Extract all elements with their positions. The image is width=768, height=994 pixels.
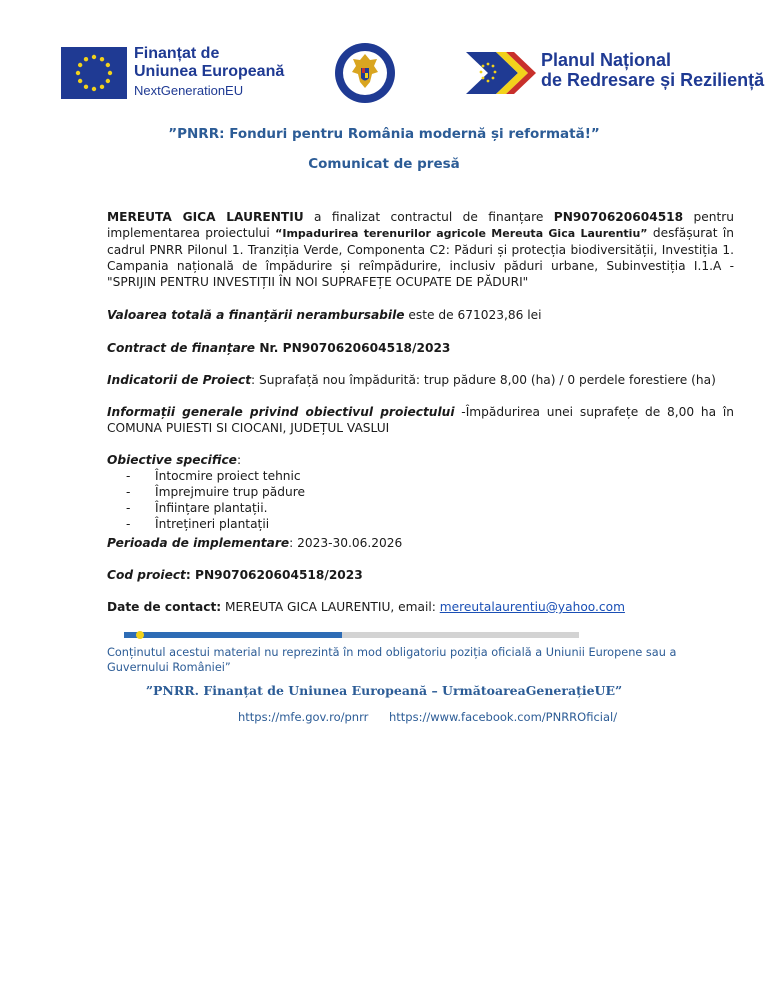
- eu-star-icon: [78, 63, 82, 67]
- objectives-label: Obiective specifice: [107, 453, 237, 467]
- eu-star-icon: [84, 57, 88, 61]
- list-item: [126, 484, 526, 500]
- period-text: : 2023-30.06.2026: [289, 536, 403, 550]
- value-line: [107, 307, 734, 323]
- objectives-colon: :: [236, 453, 242, 467]
- project-code-label: Cod proiect: [107, 568, 186, 582]
- list-item: [126, 516, 526, 532]
- project-name: “Impadurirea terenurilor agricole Mereuta Gica Laurentiu”: [275, 227, 648, 240]
- value-text: este de 671023,86 lei: [404, 308, 542, 322]
- contact-line: [107, 599, 734, 615]
- indicators-text: : Suprafață nou împădurită: trup pădure 8,00 (ha) / 0 perdele forestiere (ha): [251, 373, 716, 387]
- list-item: [126, 468, 526, 484]
- beneficiary-name: MEREUTA GICA LAURENTIU: [107, 210, 304, 224]
- eu-star-icon: [84, 85, 88, 89]
- eu-funding-label: [134, 45, 284, 99]
- intro-paragraph: [107, 209, 734, 290]
- footer-motto: ”PNRR. Finanțat de Uniunea Europeană – UrmătoareaGenerațieUE”: [145, 683, 623, 698]
- objective-text: Împrejmuire trup pădure: [155, 485, 305, 499]
- indicators-label: Indicatorii de Proiect: [107, 373, 252, 387]
- pnrr-logo-icon: [466, 52, 536, 94]
- list-bullet: -: [126, 469, 131, 483]
- eu-star-icon: [106, 79, 110, 83]
- list-bullet: -: [126, 501, 131, 515]
- progress-dot-icon: [136, 631, 144, 639]
- project-code-line: [107, 567, 734, 583]
- objective-text: Întrețineri plantații: [155, 517, 270, 531]
- contact-label: Date de contact:: [107, 600, 222, 614]
- period-line: [107, 535, 734, 551]
- eu-flag-logo: [61, 47, 127, 99]
- contract-line: [107, 340, 734, 356]
- info-label: Informații generale privind obiectivul proiectului: [107, 405, 455, 419]
- slogan-heading: ”PNRR: Fonduri pentru România modernă și reformată!”: [168, 126, 600, 142]
- pnrr-arrow-icon: [466, 52, 536, 94]
- contract-code: PN9070620604518: [553, 210, 684, 224]
- project-code-value: : PN9070620604518/2023: [185, 568, 363, 582]
- info-paragraph: [107, 404, 734, 436]
- eu-label-line1: Finanțat de: [134, 45, 220, 62]
- facebook-link[interactable]: https://www.facebook.com/PNRROficial/: [389, 710, 618, 724]
- eu-star-icon: [108, 71, 112, 75]
- progress-track: [342, 632, 579, 638]
- pnrr-label-line2: de Redresare și Reziliență: [541, 70, 765, 91]
- intro-text-3: desfășurat în cadrul PNRR Pilonul 1. Tranziția Verde, Componenta C2: Păduri și protecția biodiversității, Investiția 1. Campania națională de împădurire și reîmpădurire, inclusiv păduri urbane, Subinvestiția I.1.A - "SPRIJIN PENTRU INVESTIȚII ÎN NOI SUPRAFEȚE OCUPATE DE PĂDURI": [107, 226, 734, 289]
- list-bullet: -: [126, 485, 131, 499]
- footer-progress-bar: [124, 632, 579, 638]
- objectives-list: [126, 468, 526, 532]
- eu-stars-icon: [61, 47, 127, 99]
- eu-star-icon: [76, 71, 80, 75]
- progress-fill: [124, 632, 342, 638]
- objectives-heading: [107, 452, 734, 468]
- email-link[interactable]: mereutalaurentiu@yahoo.com: [439, 600, 625, 614]
- pnrr-label-line1: Planul Național: [541, 50, 672, 70]
- eu-star-icon: [92, 87, 96, 91]
- eu-label-line3: NextGenerationEU: [134, 82, 244, 98]
- contact-text: MEREUTA GICA LAURENTIU, email:: [221, 600, 440, 614]
- government-seal-icon: [334, 40, 396, 106]
- eu-star-icon: [106, 63, 110, 67]
- objective-text: Întocmire proiect tehnic: [155, 469, 301, 483]
- document-title: Comunicat de presă: [308, 156, 460, 172]
- mfe-link[interactable]: https://mfe.gov.ro/pnrr: [238, 710, 369, 724]
- value-label: Valoarea totală a finanțării nerambursabile: [107, 308, 405, 322]
- eu-label-line2: Uniunea Europeană: [134, 63, 285, 81]
- indicators-line: [107, 372, 734, 388]
- intro-text-2: pentru implementarea proiectului: [107, 210, 734, 240]
- eu-star-icon: [78, 79, 82, 83]
- period-label: Perioada de implementare: [107, 536, 290, 550]
- intro-text-1: a finalizat contractul de finanțare: [303, 210, 554, 224]
- pnrr-label: [541, 50, 764, 90]
- eu-star-icon: [92, 55, 96, 59]
- contract-number: Nr. PN9070620604518/2023: [255, 341, 451, 355]
- government-logo: [334, 40, 396, 106]
- objective-text: Înființare plantații.: [155, 501, 268, 515]
- list-item: [126, 500, 526, 516]
- list-bullet: -: [126, 517, 131, 531]
- info-text: -Împădurirea unei suprafețe de 8,00 ha în COMUNA PUIESTI SI CIOCANI, JUDEȚUL VASLUI: [107, 405, 734, 435]
- contract-label: Contract de finanțare: [107, 341, 256, 355]
- eu-star-icon: [100, 57, 104, 61]
- disclaimer-text: Conținutul acestui material nu reprezintă în mod obligatoriu poziția oficială a Uniunii Europene sau a Guvernului României”: [107, 646, 677, 674]
- eu-star-icon: [100, 85, 104, 89]
